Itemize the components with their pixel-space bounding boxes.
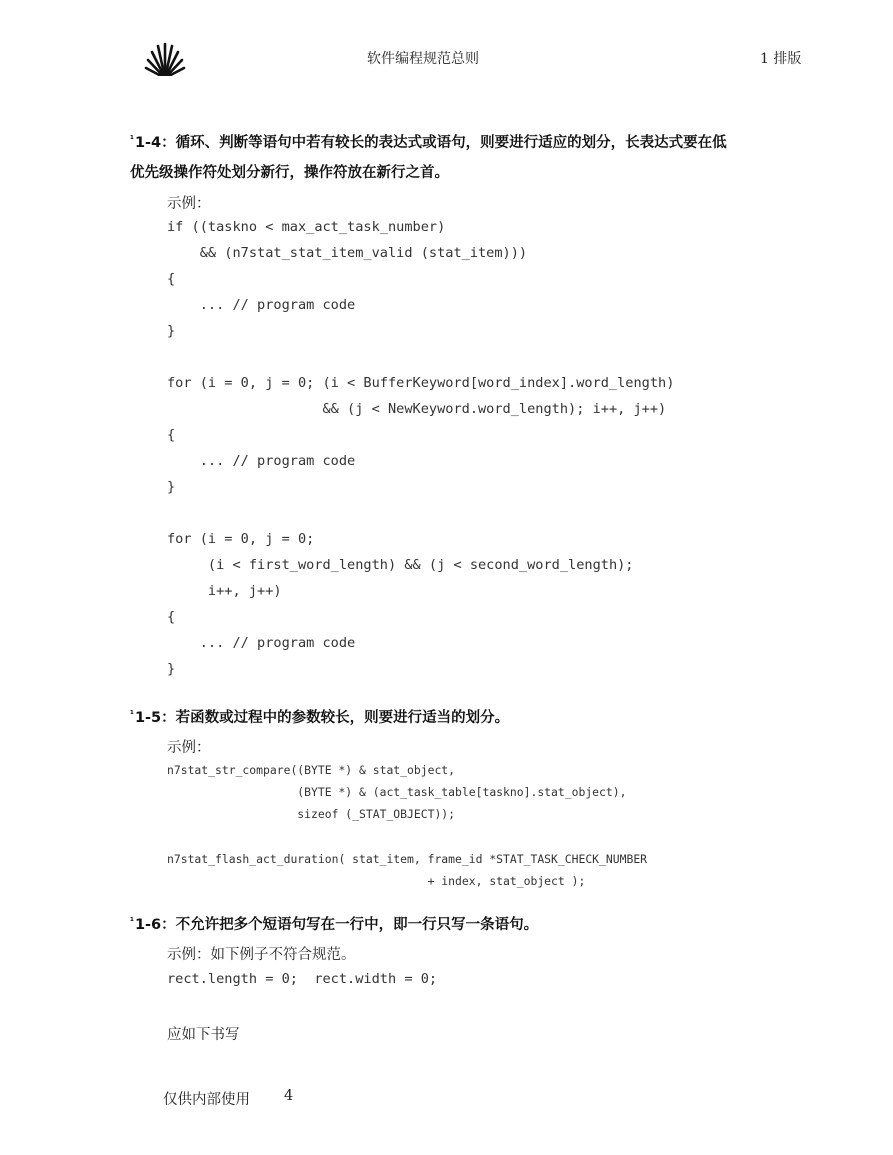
code-line: for (i = 0, j = 0;: [167, 531, 315, 547]
footer-text: 仅供内部使用: [163, 1092, 250, 1108]
code-line: && (j < NewKeyword.word_length); i++, j++): [167, 401, 667, 417]
rule-mark: ¹: [130, 710, 134, 720]
code-line: }: [167, 323, 176, 339]
code-line: if ((taskno < max_act_task_number): [167, 219, 446, 235]
code-line: }: [167, 661, 176, 677]
header-section: 1 排版: [760, 51, 802, 67]
rule-mark: ¹: [130, 135, 134, 145]
rule-1-4-line2: 优先级操作符处划分新行，操作符放在新行之首。: [130, 165, 449, 181]
rule-1-4-example-label: 示例：: [167, 196, 211, 212]
code-line: sizeof (_STAT_OBJECT));: [167, 807, 456, 821]
code-line: && (n7stat_stat_item_valid (stat_item))): [167, 245, 528, 261]
code-line: for (i = 0, j = 0; (i < BufferKeyword[word_index].word_length): [167, 375, 675, 391]
company-logo: [142, 42, 188, 82]
code-line: ... // program code: [167, 297, 356, 313]
code-line: {: [167, 271, 176, 287]
page-number: 4: [284, 1088, 294, 1104]
code-line: n7stat_flash_act_duration( stat_item, frame_id *STAT_TASK_CHECK_NUMBER: [167, 852, 648, 866]
rule-mark: ¹: [130, 917, 134, 927]
rule-1-6-example-label: 示例：如下例子不符合规范。: [167, 947, 356, 963]
rule-1-6-after-text: 应如下书写: [167, 1027, 240, 1043]
code-line: (i < first_word_length) && (j < second_word_length);: [167, 557, 634, 573]
rule-1-6-heading: [130, 913, 538, 934]
code-line: + index, stat_object );: [167, 874, 586, 888]
code-line: i++, j++): [167, 583, 282, 599]
code-line: rect.length = 0; rect.width = 0;: [167, 971, 438, 987]
rule-1-4-line1: 1-4：循环、判断等语句中若有较长的表达式或语句，则要进行适应的划分，长表达式要在低: [134, 135, 727, 151]
code-line: ... // program code: [167, 635, 356, 651]
code-line: {: [167, 427, 176, 443]
code-line: (BYTE *) & (act_task_table[taskno].stat_object),: [167, 785, 627, 799]
rule-1-5-heading: [130, 706, 509, 727]
code-line: }: [167, 479, 176, 495]
code-line: n7stat_str_compare((BYTE *) & stat_object,: [167, 763, 456, 777]
code-line: {: [167, 609, 176, 625]
rule-1-6-line1: 1-6：不允许把多个短语句写在一行中，即一行只写一条语句。: [134, 917, 539, 933]
header-title: 软件编程规范总则: [367, 51, 479, 67]
rule-1-5-example-label: 示例：: [167, 740, 211, 756]
rule-1-5-line1: 1-5：若函数或过程中的参数较长，则要进行适当的划分。: [134, 710, 510, 726]
code-line: ... // program code: [167, 453, 356, 469]
rule-1-4-heading: [130, 131, 727, 152]
